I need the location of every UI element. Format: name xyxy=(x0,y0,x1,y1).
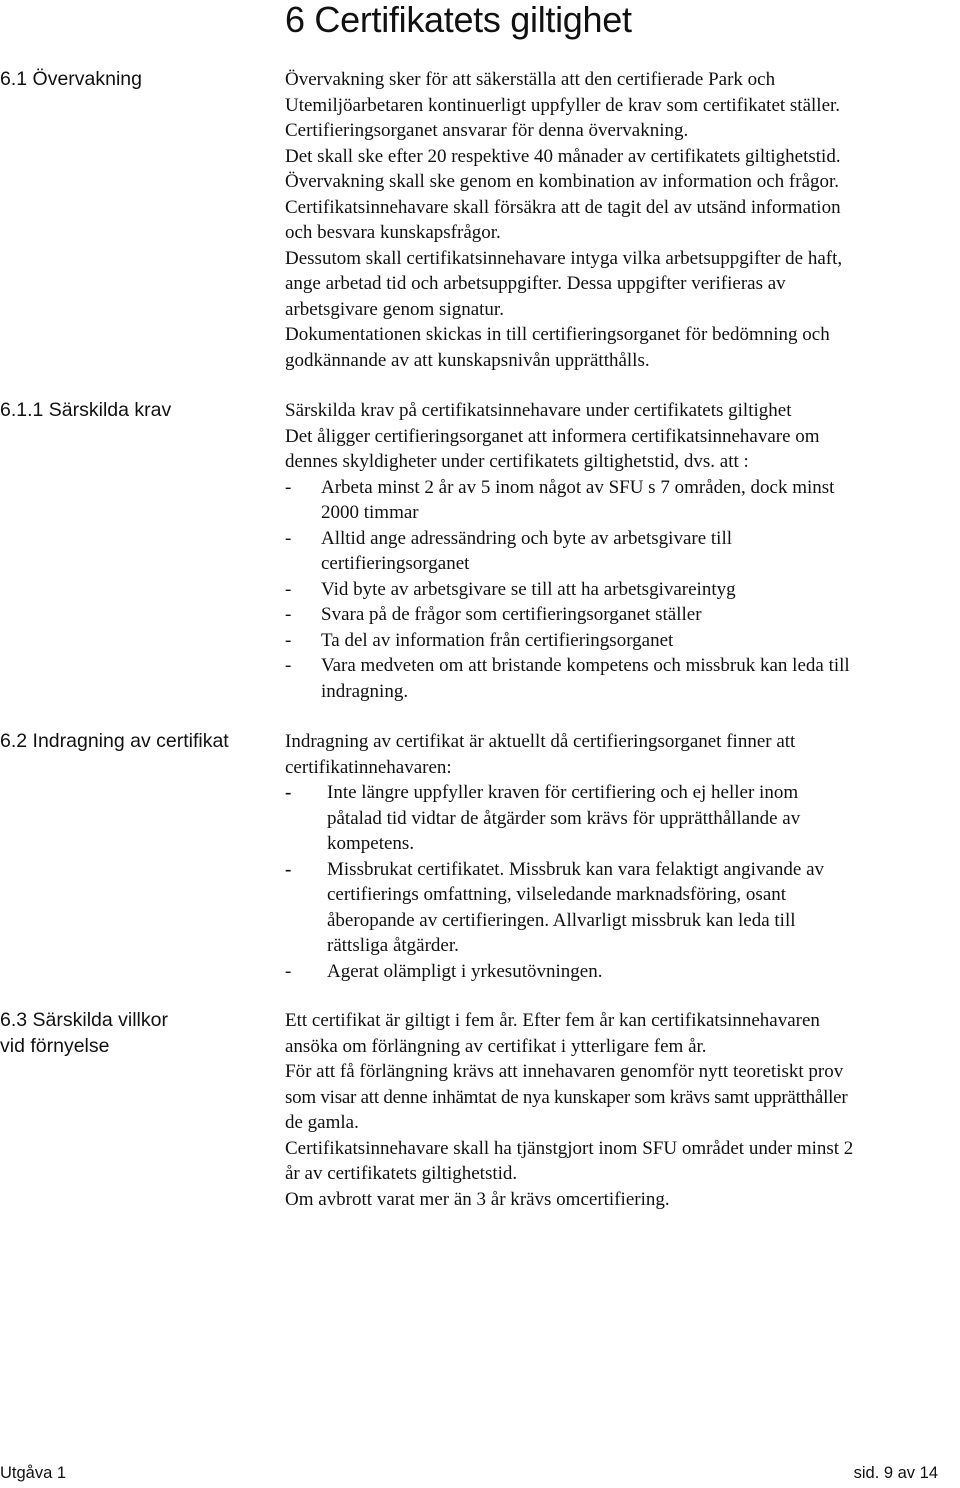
paragraph-line: Det åligger certifieringsorganet att informera certifikatsinnehavare om xyxy=(285,425,820,447)
list-item-text: Missbrukat certifikatet. Missbruk kan vara felaktigt angivande av xyxy=(327,858,825,880)
list-item-text: kompetens. xyxy=(327,833,415,854)
list-dash: - xyxy=(285,476,292,498)
list-dash: - xyxy=(285,960,292,982)
list-item-text: 2000 timmar xyxy=(321,502,419,523)
list-item xyxy=(285,526,960,577)
paragraph-line: Det skall ske efter 20 respektive 40 månader av certifikatets giltighetstid. xyxy=(285,145,841,167)
paragraph-line: Ett certifikat är giltigt i fem år. Efter fem år kan certifikatsinnehavaren xyxy=(285,1010,820,1031)
list-item-text: Inte längre uppfyller kraven för certifiering och ej heller inom xyxy=(327,782,799,803)
list-item-text: Vid byte av arbetsgivare se till att ha arbetsgivareintyg xyxy=(321,578,736,600)
list-dash: - xyxy=(285,782,292,803)
paragraph-line: Övervakning sker för att säkerställa att den certifierade Park och xyxy=(285,69,776,90)
list-item-text: påtalad tid vidtar de åtgärder som krävs för upprätthållande av xyxy=(327,807,801,829)
paragraph-line: dennes skyldigheter under certifikatets giltighetstid, dvs. att : xyxy=(285,451,749,472)
list-item xyxy=(285,577,960,603)
list-item-text: Svara på de frågor som certifieringsorganet ställer xyxy=(321,604,702,625)
section-6-3-heading-line: vid förnyelse xyxy=(0,1034,110,1057)
paragraph-line: ange arbetad tid och arbetsuppgifter. Dessa uppgifter verifieras av xyxy=(285,273,786,294)
paragraph-line: Certifikatsinnehavare skall försäkra att de tagit del av utsänd information xyxy=(285,196,841,218)
list-item-text: Alltid ange adressändring och byte av arbetsgivare till xyxy=(321,527,733,549)
list-item-text: Arbeta minst 2 år av 5 inom något av SFU s 7 områden, dock minst xyxy=(321,476,835,498)
paragraph-line: Utemiljöarbetaren kontinuerligt uppfyller de krav som certifikatet ställer. xyxy=(285,94,841,116)
paragraph-line: Indragning av certifikat är aktuellt då certifieringsorganet finner att xyxy=(285,731,796,752)
list-item-text: certifieringsorganet xyxy=(321,553,470,574)
list-item-text: Vara medveten om att bristande kompetens och missbruk kan leda till xyxy=(321,655,850,676)
paragraph-line: Dokumentationen skickas in till certifieringsorganet för bedömning och xyxy=(285,324,830,345)
paragraph-line: certifikatinnehavaren: xyxy=(285,756,452,778)
list-dash: - xyxy=(285,858,292,880)
section-6-3-heading xyxy=(0,1008,168,1059)
paragraph-line: Särskilda krav på certifikatsinnehavare under certifikatets giltighet xyxy=(285,400,792,421)
list-item-text: rättsliga åtgärder. xyxy=(327,935,459,956)
paragraph-line: de gamla. xyxy=(285,1112,359,1133)
paragraph-line: Övervakning skall ske genom en kombination av information och frågor. xyxy=(285,171,840,192)
list-item-text: indragning. xyxy=(321,680,409,702)
list-item xyxy=(285,602,960,628)
section-6-3-heading-line: 6.3 Särskilda villkor xyxy=(0,1009,168,1031)
list-dash: - xyxy=(285,629,292,651)
section-6-2-body xyxy=(285,729,960,984)
list-item-text: Agerat olämpligt i yrkesutövningen. xyxy=(327,960,603,982)
section-6-2-heading: 6.2 Indragning av certifikat xyxy=(0,730,229,752)
list-item xyxy=(285,780,960,857)
paragraph-line: och besvara kunskapsfrågor. xyxy=(285,222,501,243)
paragraph-line: Certifikatsinnehavare skall ha tjänstgjort inom SFU området under minst 2 xyxy=(285,1137,854,1159)
section-6-1-1-body xyxy=(285,398,960,704)
section-6-3-body xyxy=(285,1008,960,1212)
list-item-text: åberopande av certifieringen. Allvarligt missbruk kan leda till xyxy=(327,909,796,931)
list-item xyxy=(285,857,960,959)
list-item xyxy=(285,653,960,704)
list-item xyxy=(285,475,960,526)
list-item-text: Ta del av information från certifieringsorganet xyxy=(321,629,674,651)
paragraph-line: ansöka om förlängning av certifikat i ytterligare fem år. xyxy=(285,1035,707,1057)
paragraph-line: Om avbrott varat mer än 3 år krävs omcertifiering. xyxy=(285,1188,670,1210)
paragraph-line: år av certifikatets giltighetstid. xyxy=(285,1163,518,1184)
footer-page-number: sid. 9 av 14 xyxy=(853,1464,938,1482)
section-6-1-1-heading: 6.1.1 Särskilda krav xyxy=(0,399,172,421)
list-dash: - xyxy=(285,604,292,625)
paragraph-line: arbetsgivare genom signatur. xyxy=(285,298,504,320)
paragraph-line: som visar att denne inhämtat de nya kunskaper som krävs samt upprätthåller xyxy=(285,1086,848,1108)
paragraph-line: godkännande av att kunskapsnivån upprätthålls. xyxy=(285,349,650,371)
list-item xyxy=(285,959,960,985)
list-item-text: certifierings omfattning, vilseledande marknadsföring, osant xyxy=(327,884,787,905)
footer-edition: Utgåva 1 xyxy=(0,1464,67,1482)
list-dash: - xyxy=(285,655,292,676)
section-6-1-body xyxy=(285,67,960,373)
list-item xyxy=(285,628,960,654)
paragraph-line: Dessutom skall certifikatsinnehavare intyga vilka arbetsuppgifter de haft, xyxy=(285,247,843,269)
paragraph-line: För att få förlängning krävs att innehavaren genomför nytt teoretiskt prov xyxy=(285,1061,844,1082)
list-dash: - xyxy=(285,527,292,549)
list-dash: - xyxy=(285,578,292,600)
section-6-1-heading: 6.1 Övervakning xyxy=(0,68,142,90)
paragraph-line: Certifieringsorganet ansvarar för denna övervakning. xyxy=(285,120,689,141)
page-title: 6 Certifikatets giltighet xyxy=(285,0,632,40)
